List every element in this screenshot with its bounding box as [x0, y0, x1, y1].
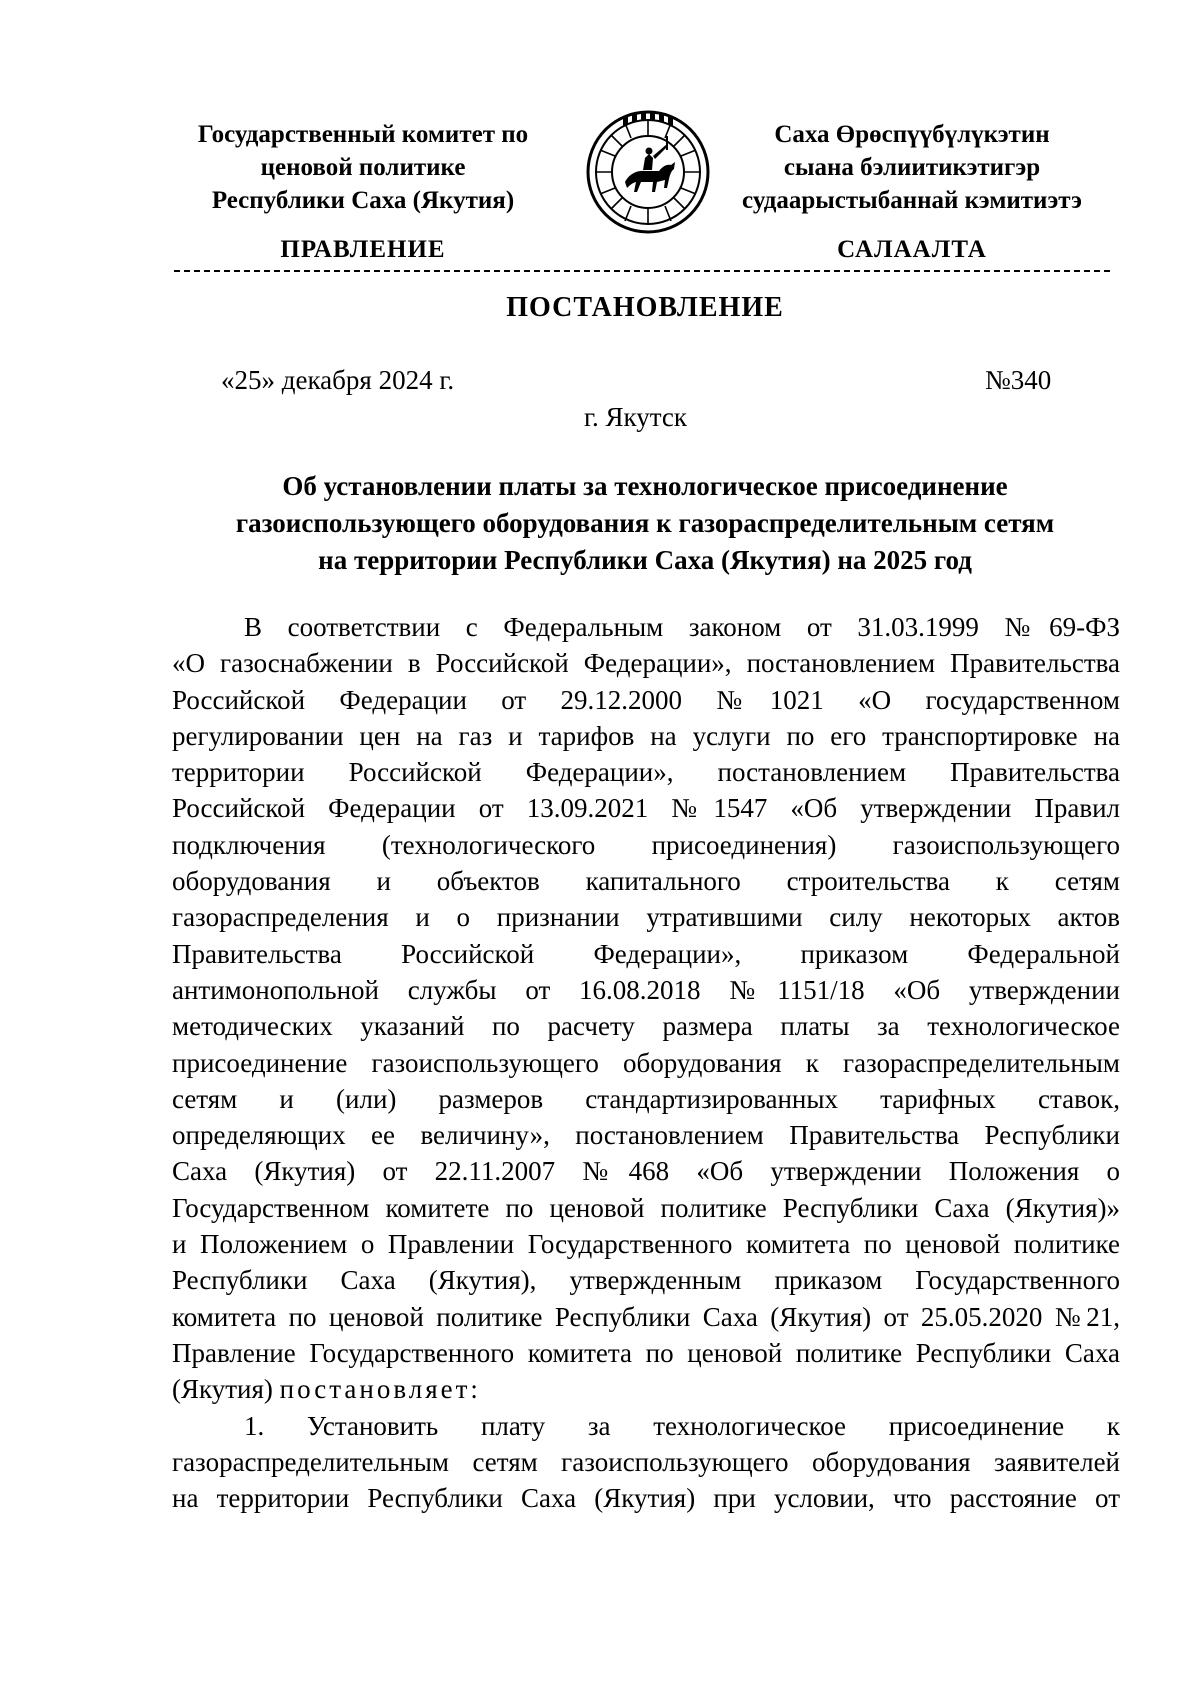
header-right-line: Саха Өрөспүүбүлүкэтин [774, 121, 1050, 148]
document-type-heading: ПОСТАНОВЛЕНИЕ [506, 292, 784, 323]
body-line: «О газоснабжении в Российской Федерации», постановлением Правительства [172, 648, 1120, 679]
body-line: антимонопольной службы от 16.08.2018 №1151/18 «Об утверждении [172, 974, 1120, 1005]
body-last-line-prefix: (Якутия) [172, 1374, 280, 1405]
title-line: Об установлении платы за технологическое присоединение [282, 471, 1008, 501]
body-line: В соответствии с Федеральным законом от 31.03.1999 №69-ФЗ [244, 612, 1120, 642]
body-line: подключения (технологического присоединения) газоиспользующего [172, 829, 1120, 860]
header-separator [174, 270, 1110, 272]
body-line: газораспределения и о признании утратившими силу некоторых актов [172, 902, 1120, 933]
body-line: комитета по ценовой политике Республики Саха (Якутия) от 25.05.2020 №21, [172, 1301, 1120, 1332]
item1-line: 1. Установить плату за технологическое присоединение к [244, 1410, 1120, 1441]
body-line: Российской Федерации от 13.09.2021 №1547 «Об утверждении Правил [172, 793, 1120, 824]
body-line: методических указаний по расчету размера платы за технологическое [172, 1011, 1120, 1042]
header-right-line: сыана бэлиитикэтигэр [783, 154, 1041, 181]
body-line: территории Российской Федерации», постановлением Правительства [172, 757, 1120, 788]
title-line: газоиспользующего оборудования к газораспределительным сетям [235, 508, 1055, 538]
header-committee-russian [168, 118, 558, 217]
body-line: Государственном комитете по ценовой политике Республики Саха (Якутия)» [172, 1192, 1120, 1223]
body-line: присоединение газоиспользующего оборудования к газораспределительным [172, 1047, 1120, 1078]
body-text [172, 609, 1120, 1516]
document-number: №340 [985, 365, 1052, 395]
item1-line: газораспределительным сетям газоиспользующего оборудования заявителей [172, 1446, 1120, 1477]
board-label-russian: ПРАВЛЕНИЕ [280, 236, 446, 263]
header-left-line: Государственный комитет по [197, 121, 529, 148]
body-last-line [172, 1371, 1120, 1407]
item1-line: на территории Республики Саха (Якутия) при условии, что расстояние от [172, 1483, 1120, 1514]
body-line: и Положением о Правлении Государственного комитета по ценовой политике [172, 1229, 1120, 1260]
body-line: Саха (Якутия) от 22.11.2007 №468 «Об утверждении Положения о [172, 1156, 1120, 1187]
header-committee-yakut [726, 118, 1098, 217]
header-right-line: судаарыстыбаннай кэмитиэтэ [742, 187, 1082, 214]
body-line: определяющих ее величину», постановлением Правительства Республики [172, 1120, 1120, 1151]
resolves-word: постановляет: [279, 1374, 481, 1405]
title-line: на территории Республики Саха (Якутия) на 2025 год [318, 545, 972, 575]
body-line: регулировании цен на газ и тарифов на услуги по его транспортировке на [172, 720, 1120, 751]
body-line: Российской Федерации от 29.12.2000 №1021 «О государственном [172, 684, 1120, 715]
coat-of-arms-emblem [585, 108, 711, 236]
header-left-line: Республики Саха (Якутия) [211, 187, 515, 214]
body-line: оборудования и объектов капитального строительства к сетям [172, 866, 1120, 897]
document-title [150, 468, 1140, 579]
header-left-line: ценовой политике [260, 154, 466, 181]
board-label-yakut: САЛААЛТА [837, 236, 987, 263]
document-date: «25» декабря 2024 г. [221, 365, 455, 395]
body-line: сетям и (или) размеров стандартизированных тарифных ставок, [172, 1083, 1120, 1114]
body-line: Правительства Российской Федерации», приказом Федеральной [172, 938, 1120, 969]
body-line: Республики Саха (Якутия), утвержденным приказом Государственного [172, 1265, 1120, 1296]
body-line: Правление Государственного комитета по ценовой политике Республики Саха [172, 1337, 1120, 1368]
document-city: г. Якутск [584, 402, 688, 432]
